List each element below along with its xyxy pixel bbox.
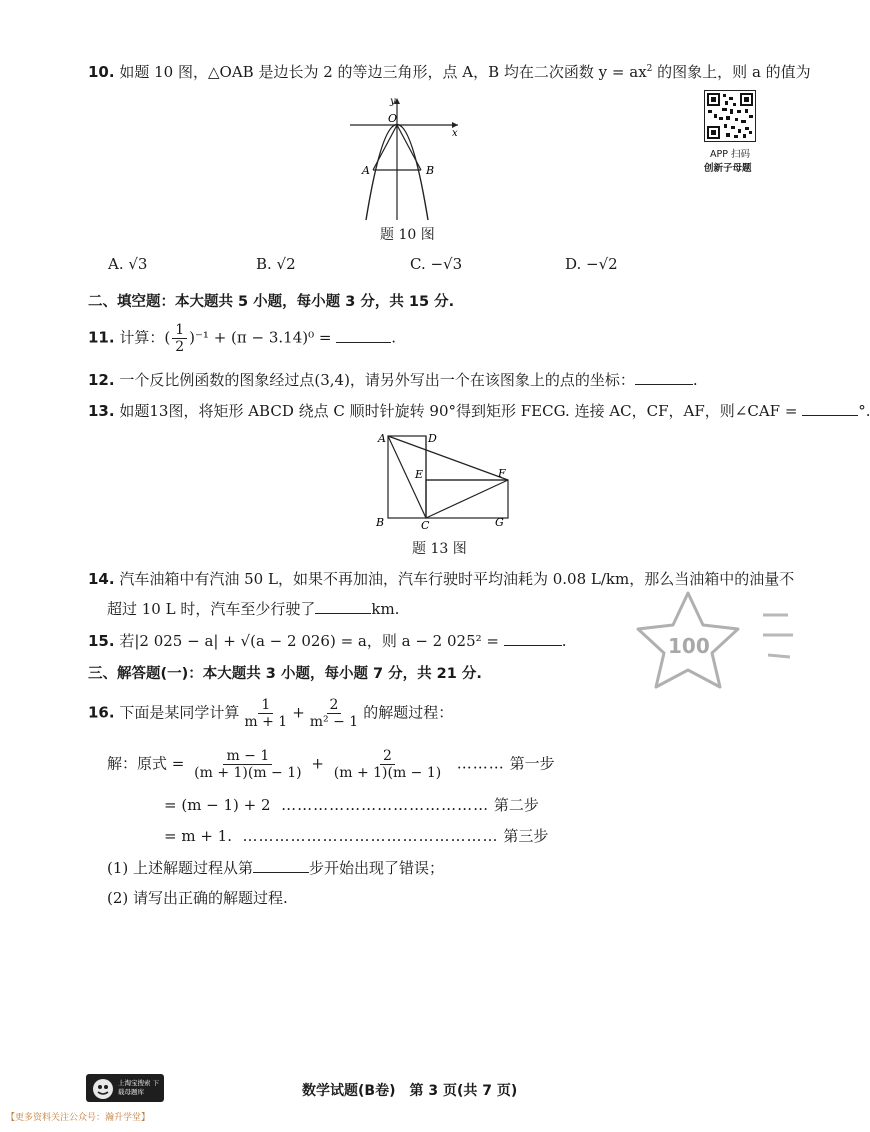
q11-answer-blank[interactable] <box>336 328 391 343</box>
star-stamp-icon <box>628 585 800 695</box>
q10-sup: 2 <box>646 64 653 74</box>
q16-s1-den: (m + 1)(m − 1) <box>194 765 302 781</box>
q14-text-1: 汽车油箱中有汽油 50 L，如果不再加油，汽车行驶时平均油耗为 0.08 L/km，那么当油箱中的油量不 <box>119 570 795 588</box>
q13-answer-blank[interactable] <box>802 401 858 416</box>
segment-cf <box>426 480 508 518</box>
q16-sub1-blank[interactable] <box>253 858 309 873</box>
qr-caption-1: APP 扫码 <box>710 149 750 160</box>
label-y: y <box>390 96 396 107</box>
q16-solution-line2 <box>164 794 539 815</box>
q16-plus: + <box>292 703 305 722</box>
q16-s1-den2: (m + 1)(m − 1) <box>333 765 442 781</box>
q16-fraction-1 <box>241 697 290 730</box>
q14-answer-blank[interactable] <box>315 599 371 614</box>
q10-option-a[interactable]: A. √3 <box>108 255 148 273</box>
q16-f1-num: 1 <box>258 697 273 714</box>
mascot-logo-icon <box>88 1074 118 1102</box>
q16-s1-fraction <box>191 748 304 781</box>
label-a: A <box>362 164 370 177</box>
q12-answer-blank[interactable] <box>635 370 693 385</box>
q15-answer-blank[interactable] <box>504 631 562 646</box>
q14-number: 14. <box>88 570 115 588</box>
footer-logo <box>86 1074 164 1102</box>
q12 <box>88 369 698 390</box>
q12-number: 12. <box>88 371 115 389</box>
q10-number: 10. <box>88 63 115 81</box>
q16-dots-1: ……… <box>451 754 505 773</box>
q11-number: 11. <box>88 328 115 347</box>
segment-ob <box>397 125 421 170</box>
q16-intro-end: 的解题过程： <box>363 703 454 722</box>
q16-stem <box>88 697 453 730</box>
label-e: E <box>415 468 424 481</box>
label-o: O <box>388 112 398 125</box>
label-b: B <box>426 164 435 177</box>
section-3-heading: 三、解答题(一)：本大题共 3 小题，每小题 7 分，共 21 分. <box>88 666 482 682</box>
q16-sol-label: 解：原式 = <box>107 754 185 773</box>
q11 <box>88 322 396 355</box>
q15-text: 若|2 025 − a| + √(a − 2 026) = a，则 a − 2 025² = <box>119 632 499 650</box>
q16-s1-num: m − 1 <box>223 748 272 765</box>
q15-end: . <box>561 632 567 650</box>
q16-fraction-2 <box>307 697 361 730</box>
q12-end: . <box>692 371 698 389</box>
label-f: F <box>498 467 506 480</box>
label-d: D <box>428 432 437 445</box>
q16-line3: = m + 1. <box>164 827 232 845</box>
section-2-heading: 二、填空题：本大题共 5 小题，每小题 3 分，共 15 分. <box>88 294 455 310</box>
fig10-caption: 题 10 图 <box>380 227 435 243</box>
q10-stem <box>88 61 811 82</box>
q10-text-a: 如题 10 图，△OAB 是边长为 2 的等边三角形，点 A，B 均在二次函数 y = ax <box>119 63 647 81</box>
q10-option-d[interactable]: D. −√2 <box>565 255 618 273</box>
q16-number: 16. <box>88 703 115 722</box>
svg-text:100: 100 <box>668 634 710 658</box>
q10-text-b: 的图象上，则 a 的值为 <box>652 63 811 81</box>
q16-step3: 第三步 <box>503 827 549 845</box>
q16-step2: 第二步 <box>493 796 539 814</box>
q16-solution-line1 <box>107 748 555 781</box>
q16-dots-2: ………………………………… <box>275 796 490 814</box>
segment-oa <box>373 125 397 170</box>
q14-unit: km. <box>371 600 400 618</box>
q13-number: 13. <box>88 402 115 420</box>
q11-den: 2 <box>175 339 185 355</box>
qr-caption-2: 创新子母题 <box>704 163 752 174</box>
q16-f2-den: m² − 1 <box>309 714 359 730</box>
figure-10 <box>340 92 470 222</box>
q16-f2-num: 2 <box>327 697 342 714</box>
q15 <box>88 630 567 651</box>
q16-s1-num2: 2 <box>380 748 395 765</box>
footer-corner-note: 【更多资料关注公众号：瀚升学堂】 <box>6 1113 151 1123</box>
label-c: C <box>421 519 430 532</box>
q16-f1-den: m + 1 <box>244 714 288 730</box>
q13-text: 如题13图，将矩形 ABCD 绕点 C 顺时针旋转 90°得到矩形 FECG. 连接 AC，CF，AF，则∠CAF = <box>119 402 798 420</box>
q16-intro: 下面是某同学计算 <box>119 703 240 722</box>
q15-number: 15. <box>88 632 115 650</box>
q12-text: 一个反比例函数的图象经过点(3,4)，请另外写出一个在该图象上的点的坐标： <box>119 371 635 389</box>
q10-option-c[interactable]: C. −√3 <box>410 255 463 273</box>
q16-s1-plus: + <box>311 754 324 773</box>
q16-line2: = (m − 1) + 2 <box>164 796 271 814</box>
q16-sub2: (2) 请写出正确的解题过程. <box>107 889 288 907</box>
label-a: A <box>378 432 386 445</box>
q16-dots-3: ………………………………………… <box>236 827 499 845</box>
segment-af <box>388 436 508 480</box>
q16-sub1-b: 步开始出现了错误； <box>309 859 445 877</box>
footer-logo-text: 上淘宝搜索 下载母题库 <box>118 1079 160 1096</box>
q11-end: . <box>391 328 397 347</box>
q13 <box>88 400 870 421</box>
q11-fraction <box>172 322 187 355</box>
q16-sub1 <box>107 857 444 878</box>
q14-text-2: 超过 10 L 时，汽车至少行驶了 <box>107 600 316 618</box>
q10-option-b[interactable]: B. √2 <box>256 255 296 273</box>
footer-page-info: 数学试题(B卷) 第 3 页(共 7 页) <box>302 1083 518 1099</box>
label-g: G <box>495 516 504 529</box>
qr-code[interactable] <box>704 90 756 142</box>
q14-line2 <box>107 598 399 619</box>
q11-prefix: 计算：( <box>119 328 171 347</box>
qr-pattern <box>705 91 755 141</box>
label-x: x <box>452 128 458 139</box>
q11-num: 1 <box>172 322 187 339</box>
q16-sub1-a: (1) 上述解题过程从第 <box>107 859 254 877</box>
q16-step1: 第一步 <box>509 754 555 773</box>
q16-solution-line3 <box>164 825 548 846</box>
q16-s1-fraction-2 <box>331 748 444 781</box>
q13-end: °. <box>858 402 870 420</box>
q11-suffix: )⁻¹ + (π − 3.14)⁰ = <box>189 328 332 347</box>
label-b: B <box>376 516 385 529</box>
figure-13 <box>370 428 510 533</box>
fig13-caption: 题 13 图 <box>412 541 467 557</box>
